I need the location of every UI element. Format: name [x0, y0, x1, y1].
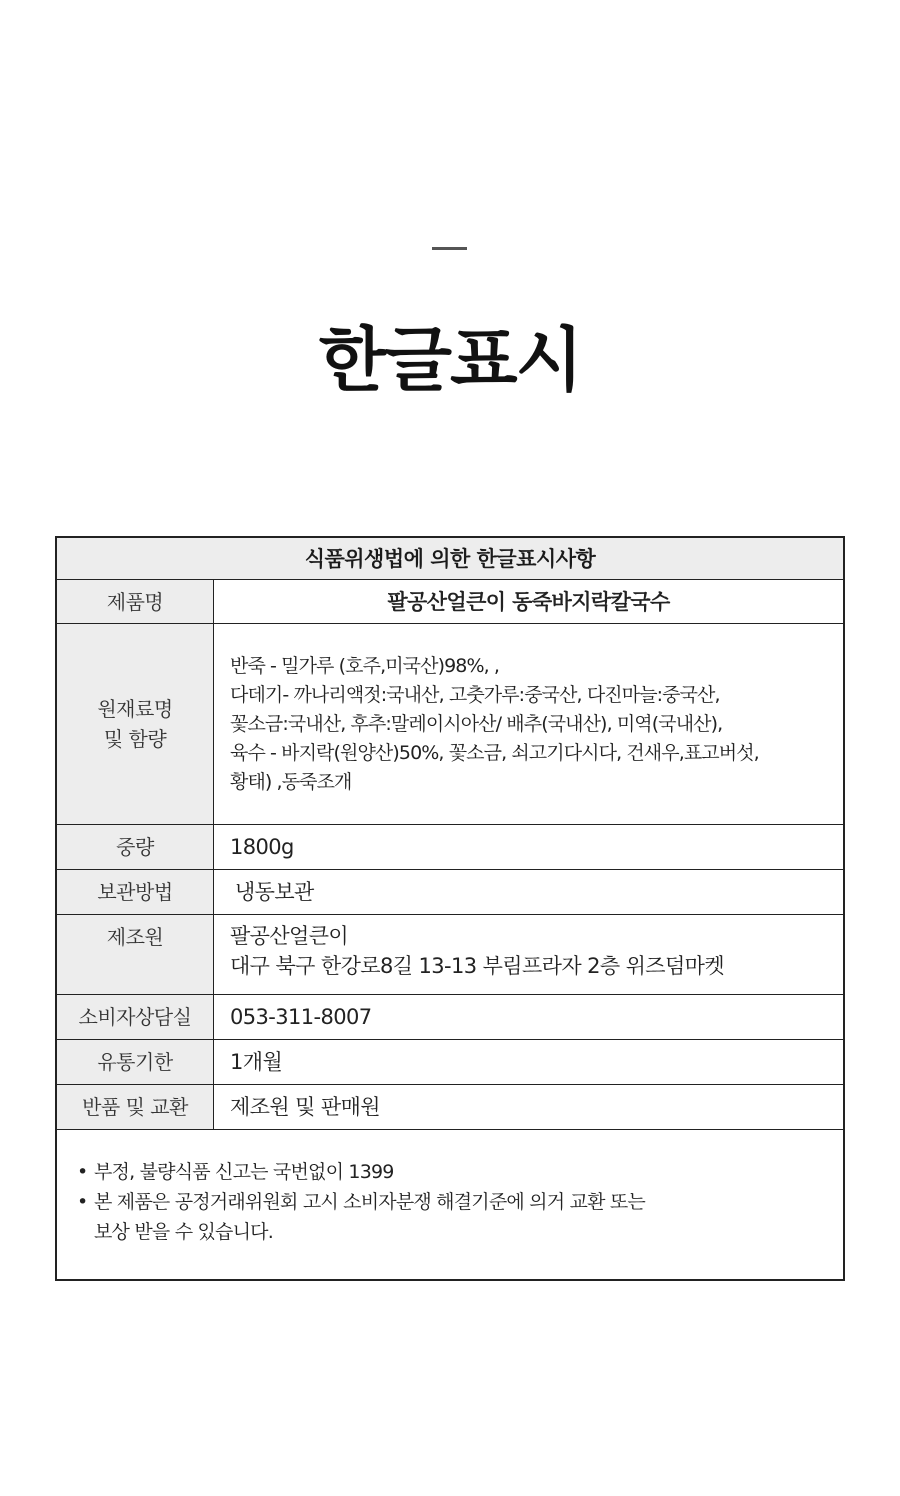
ingredients-value	[214, 624, 843, 824]
product-name-value: 팔공산얼큰이 동죽바지락칼국수	[387, 590, 670, 614]
title-divider	[432, 247, 467, 250]
table-row-return-exchange	[57, 1085, 843, 1130]
note-item	[77, 1187, 843, 1247]
table-row-storage	[57, 870, 843, 915]
manufacturer-address: 대구 북구 한강로8길 13-13 부림프라자 2층 위즈덤마켓	[230, 954, 725, 978]
consumer-center-phone: 053-311-8007	[230, 1005, 372, 1029]
note-line: 본 제품은 공정거래위원회 고시 소비자분쟁 해결기준에 의거 교환 또는	[94, 1191, 645, 1213]
manufacturer-name: 팔공산얼큰이	[230, 924, 349, 948]
row-label: 반품 및 교환	[57, 1085, 214, 1129]
storage-value: 냉동보관	[235, 880, 314, 904]
weight-value: 1800g	[230, 835, 294, 859]
table-header-text: 식품위생법에 의한 한글표시사항	[304, 547, 596, 571]
bullet-icon: •	[77, 1191, 88, 1213]
shelf-life-value: 1개월	[230, 1050, 283, 1074]
ingredients-label-line: 원재료명	[97, 697, 173, 721]
notes-section	[57, 1130, 843, 1279]
row-label: 제조원	[57, 915, 214, 994]
table-header	[57, 538, 843, 580]
note-line: 부정, 불량식품 신고는 국번없이 1399	[94, 1161, 394, 1183]
table-row-manufacturer	[57, 915, 843, 995]
table-row-consumer-center	[57, 995, 843, 1040]
ingredients-label-line: 및 함량	[103, 727, 167, 751]
table-row-shelf-life	[57, 1040, 843, 1085]
manufacturer-value	[214, 915, 843, 994]
table-row-product-name	[57, 580, 843, 624]
ingredients-line: 반죽 - 밀가루 (호주,미국산)98%, ,	[230, 655, 500, 677]
table-row-weight	[57, 825, 843, 870]
ingredients-line: 다데기- 까나리액젓:국내산, 고춧가루:중국산, 다진마늘:중국산,	[230, 684, 720, 706]
return-exchange-value: 제조원 및 판매원	[230, 1095, 380, 1119]
ingredients-line: 황태) ,동죽조개	[230, 771, 352, 793]
page-title: 한글표시	[318, 319, 582, 401]
row-label	[57, 624, 214, 824]
row-label: 보관방법	[57, 870, 214, 914]
bullet-icon: •	[77, 1161, 88, 1183]
row-label: 유통기한	[57, 1040, 214, 1084]
row-label: 소비자상담실	[57, 995, 214, 1039]
row-label: 중량	[57, 825, 214, 869]
note-line: 보상 받을 수 있습니다.	[94, 1221, 273, 1243]
table-row-ingredients	[57, 624, 843, 825]
ingredients-line: 육수 - 바지락(원양산)50%, 꽃소금, 쇠고기다시다, 건새우,표고버섯,	[230, 742, 759, 764]
note-item	[77, 1157, 843, 1187]
ingredients-line: 꽃소금:국내산, 후추:말레이시아산/ 배추(국내산), 미역(국내산),	[230, 713, 723, 735]
row-label: 제품명	[57, 580, 214, 623]
food-label-table	[55, 536, 845, 1281]
